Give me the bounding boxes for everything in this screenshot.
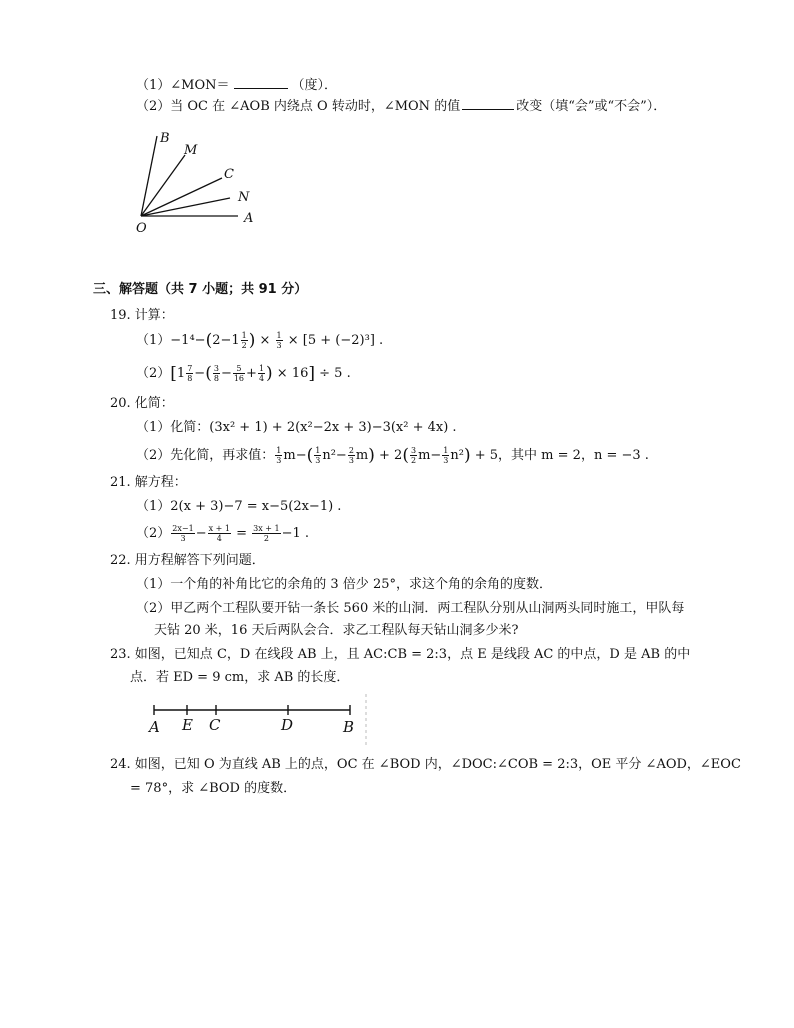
answer-blank — [462, 97, 514, 110]
label-e: E — [182, 716, 193, 734]
q24-line1: 24. 如图，已知 O 为直线 AB 上的点，OC 在 ∠BOD 内，∠DOC:∠COB = 2:3，OE 平分 ∠AOD，∠EOC — [110, 757, 741, 772]
label-o: O — [136, 221, 147, 236]
label-a: A — [149, 718, 160, 736]
q22-heading: 22. 用方程解答下列问题． — [110, 553, 265, 568]
section-title: 三、解答题（共 7 小题；共 91 分） — [93, 282, 308, 297]
q22-part2-line1: （2）甲乙两个工程队要开钻一条长 560 米的山洞．两工程队分别从山洞两头同时施工，甲队每 — [136, 601, 685, 616]
label-m: M — [184, 143, 198, 158]
label-b: B — [343, 718, 355, 736]
q19-heading: 19. 计算： — [110, 308, 174, 323]
q20-part2: （2）先化简，再求值： $\frac{1}{3}$ m−( $\frac{1}{3}$ n²− $\frac{2}{3}$ m) + 2( $\frac{3}{2}$ m− $\frac{1}{3}$ n²) + 5，其中 m = 2，n = −3 . — [136, 445, 649, 466]
angle-figure — [130, 128, 270, 238]
label-c: C — [209, 716, 221, 734]
q20-heading: 20. 化简： — [110, 396, 174, 411]
q21-part1: （1）2(x + 3)−7 = x−5(2x−1) . — [136, 499, 342, 514]
label-b: B — [160, 131, 170, 146]
ray-oc — [141, 178, 222, 216]
q22-part2-line2: 天钻 20 米，16 天后两队会合．求乙工程队每天钻山洞多少米? — [154, 623, 519, 638]
question-2-blank-line: （2）当 OC 在 ∠AOB 内绕点 O 转动时，∠MON 的值 改变（填“会”或“不会”）． — [136, 99, 667, 114]
q24-line2: = 78°，求 ∠BOD 的度数． — [130, 781, 297, 796]
answer-blank — [234, 76, 288, 89]
q23-line1: 23. 如图，已知点 C，D 在线段 AB 上，且 AC:CB = 2:3，点 E 是线段 AC 的中点，D 是 AB 的中 — [110, 647, 691, 662]
q19-part2: （2）[1 $\frac{7}{8}$ −( $\frac{3}{8}$ − $\frac{5}{16}$ + $\frac{1}{4}$ ) × 16] ÷ 5 . — [136, 363, 351, 384]
label-a: A — [244, 211, 254, 226]
label-c: C — [224, 167, 234, 182]
q21-heading: 21. 解方程： — [110, 475, 187, 490]
label-d: D — [281, 716, 294, 734]
q21-part2: （2） $\frac{2x-1}{3}$ − $\frac{x + 1}{4}$ = $\frac{3x + 1}{2}$ −1 . — [136, 524, 310, 543]
label-n: N — [238, 190, 250, 205]
q20-part1: （1）化简：(3x² + 1) + 2(x²−2x + 3)−3(x² + 4x) . — [136, 420, 457, 435]
q19-part1: （1）−1⁴−(2−1 $\frac{1}{2}$ ) × $\frac{1}{3}$ × [5 + (−2)³] . — [136, 330, 384, 351]
q23-line2: 点．若 ED = 9 cm，求 AB 的长度． — [130, 670, 350, 685]
segment-figure — [140, 692, 380, 748]
ray-on — [141, 198, 230, 216]
question-1-blank-line: （1）∠MON＝ （度）． — [136, 78, 338, 93]
q22-part1: （1）一个角的补角比它的余角的 3 倍少 25°，求这个角的余角的度数． — [136, 577, 552, 592]
